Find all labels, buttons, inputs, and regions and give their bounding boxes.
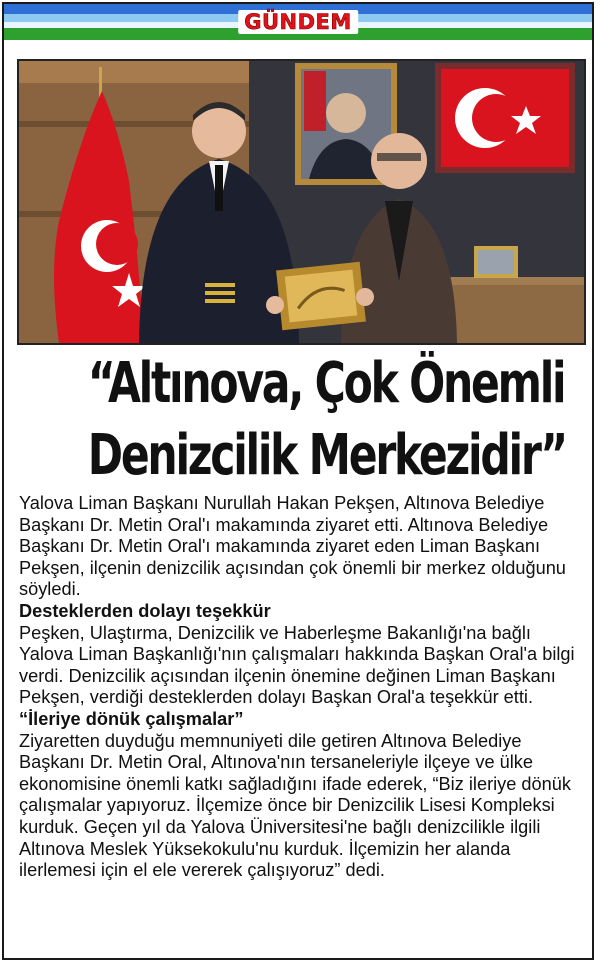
article-paragraph-3: Ziyaretten duyduğu memnuniyeti dile getiren Altınova Belediye Başkanı Dr. Metin Oral, Altınova'nın tersaneleriyle ilçeye ve ülke ekonomisine önemli katkı sağladığını ifade ederek, “Biz ileriye dönük çalışmalar yapıyoruz. İlçemize önce bir Denizcilik Lisesi Kompleksi kurduk. Geçen yıl da Yalova Üniversitesi'ne bağlı denizcilikle ilgili Altınova Meslek Yüksekokulu'nu kurduk. İlçemizin her alanda ilerlemesi için el ele vererek çalışıyoruz” dedi. — [19, 730, 571, 881]
article-subhead-1: Desteklerden dolayı teşekkür — [19, 600, 271, 621]
headline-line-1: “Altınova, Çok Önemli — [87, 351, 565, 416]
article-paragraph-1: Yalova Liman Başkanı Nurullah Hakan Pekşen, Altınova Belediye Başkanı Dr. Metin Oral'ı makamında ziyaret etti. Altınova Belediye Başkanı Dr. Metin Oral'ı makamında ziyaret eden Liman Başkanı Pekşen, ilçenin denizcilik açısından çok önemli bir merkez olduğunu söyledi. — [19, 493, 566, 600]
section-label: GÜNDEM — [238, 10, 358, 34]
headline-line-2: Denizcilik Merkezidir” — [87, 423, 567, 488]
article-paragraph-2: Peşken, Ulaştırma, Denizcilik ve Haberleşme Bakanlığı'na bağlı Yalova Liman Başkanlığı'nın çalışmaları hakkında Başkan Oral'a bilgi verdi. Denizcilik açısından ilçenin önemine değinen Liman Başkanı Pekşen, verdiği desteklerden dolayı Başkan Oral'a teşekkür etti. — [19, 622, 575, 708]
article-body — [19, 493, 589, 882]
headline — [87, 348, 567, 492]
section-header-band — [4, 4, 592, 40]
article-subhead-2: “İleriye dönük çalışmalar” — [19, 708, 244, 729]
news-photo — [17, 59, 586, 345]
photo-image — [19, 61, 584, 343]
newspaper-clipping — [2, 2, 594, 960]
